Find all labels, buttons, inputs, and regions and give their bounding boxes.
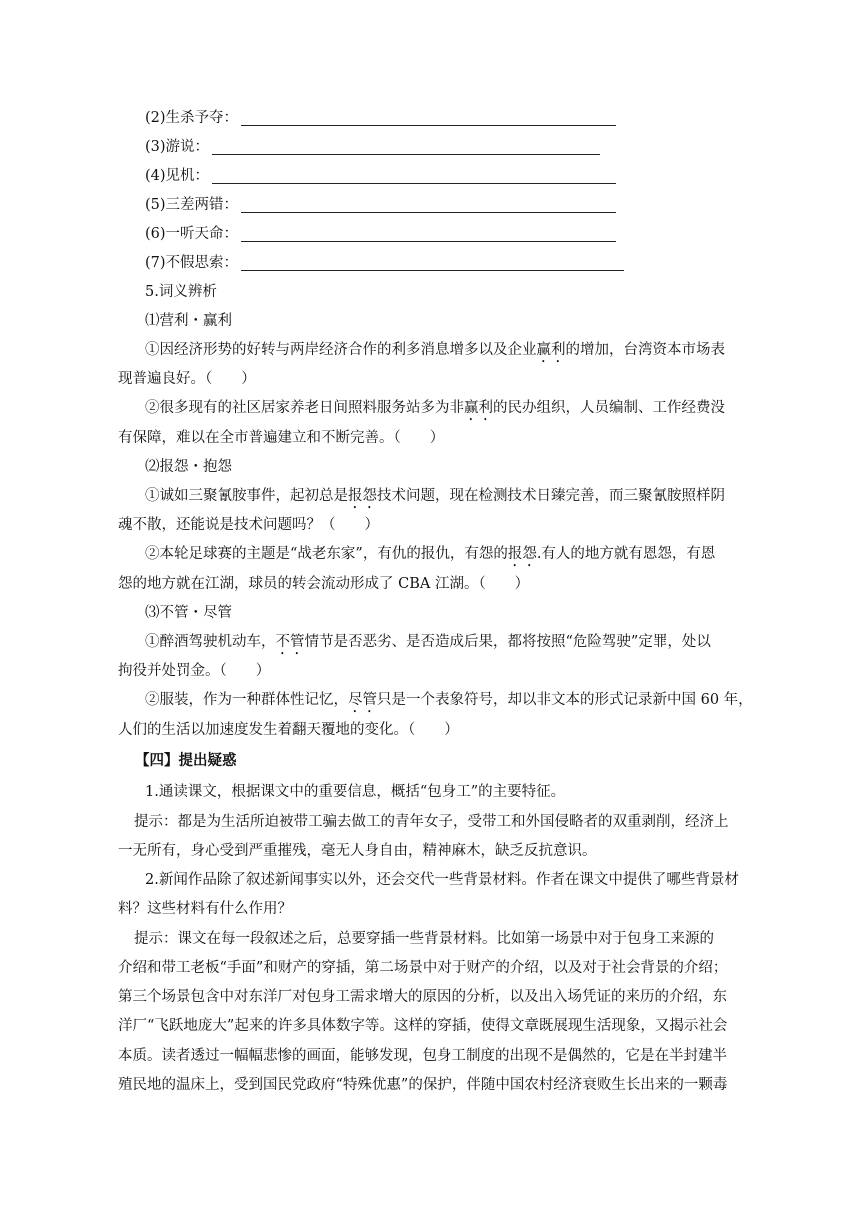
- definition-line: [145, 195, 238, 215]
- answer-hint-cont: 一无所有，身心受到严重摧残，毫无人身自由，精神麻木，缺乏反抗意识。: [118, 843, 597, 859]
- answer-blank[interactable]: [212, 154, 600, 155]
- definition-line: [145, 108, 238, 128]
- definition-label: (3)游说：: [145, 139, 210, 155]
- exercise-sentence-cont: 拘役并处罚金。（ ）: [118, 663, 271, 679]
- exercise-sentence: ①因经济形势的好转与两岸经济合作的利多消息增多以及企业赢利的增加，台湾资本市场表: [145, 342, 725, 358]
- answer-hint-cont: 第三个场景包含中对东洋厂对包身工需求增大的原因的分析，以及出入场凭证的来历的介绍，东: [118, 989, 727, 1005]
- answer-hint-cont: 洋厂“飞跃地庞大”起来的许多具体数字等。这样的穿插，使得文章既展现生活现象，又揭示社会: [118, 1018, 728, 1034]
- subsection-title: ⑶不管・尽管: [145, 605, 232, 621]
- definition-label: (7)不假思索：: [145, 255, 239, 271]
- answer-blank[interactable]: [241, 241, 616, 242]
- answer-blank[interactable]: [212, 183, 616, 184]
- definition-label: (4)见机：: [145, 168, 210, 184]
- exercise-sentence: ②本轮足球赛的主题是“战老东家”，有仇的报仇，有怨的报怨.有人的地方就有恩怨，有恩: [145, 546, 716, 562]
- exercise-sentence-cont: 魂不散，还能说是技术问题吗？（ ）: [118, 517, 379, 533]
- section-heading: 【四】提出疑惑: [135, 752, 237, 769]
- question-cont: 料？这些材料有什么作用？: [118, 901, 292, 917]
- emphasized-word: 赢利: [464, 400, 493, 416]
- answer-hint-cont: 本质。读者透过一幅幅悲惨的画面，能够发现，包身工制度的出现不是偶然的，它是在半封建半: [118, 1048, 727, 1064]
- section-heading: 5.词义辨析: [145, 284, 217, 300]
- exercise-sentence-cont: 怨的地方就在江湖，球员的转会流动形成了 CBA 江湖。（ ）: [118, 576, 530, 592]
- exercise-sentence: ①诚如三聚氰胺事件，起初总是报怨技术问题，现在检测技术日臻完善，而三聚氰胺照样阴: [145, 488, 725, 504]
- answer-hint-cont: 殖民地的温床上，受到国民党政府“特殊优惠”的保护，伴随中国农村经济衰败生长出来的一颗毒: [118, 1077, 728, 1093]
- definition-label: (5)三差两错：: [145, 197, 239, 213]
- answer-hint: 提示：都是为生活所迫被带工骗去做工的青年女子，受带工和外国侵略者的双重剥削，经济上: [134, 814, 729, 830]
- definition-line: [145, 166, 209, 186]
- question: 2.新闻作品除了叙述新闻事实以外，还会交代一些背景材料。作者在课文中提供了哪些背景材: [145, 872, 739, 888]
- emphasized-word: 报怨: [507, 546, 537, 562]
- exercise-sentence: ②服装，作为一种群体性记忆，尽管只是一个表象符号，却以非文本的形式记录新中国 60 年，: [145, 692, 753, 708]
- answer-blank[interactable]: [241, 270, 624, 271]
- answer-hint: 提示：课文在每一段叙述之后，总要穿插一些背景材料。比如第一场景中对于包身工来源的: [134, 931, 714, 947]
- answer-blank[interactable]: [241, 212, 616, 213]
- exercise-sentence-cont: 有保障，难以在全市普遍建立和不断完善。（ ）: [118, 430, 445, 446]
- answer-blank[interactable]: [241, 125, 616, 126]
- exercise-sentence-cont: 现普遍良好。（ ）: [118, 371, 256, 387]
- subsection-title: ⑴营利・赢利: [145, 313, 232, 329]
- emphasized-word: 不管: [275, 634, 305, 650]
- question: 1.通读课文，根据课文中的重要信息，概括“包身工”的主要特征。: [145, 784, 566, 800]
- exercise-sentence: ①醉酒驾驶机动车，不管情节是否恶劣、是否造成后果，都将按照“危险驾驶”定罪，处以: [145, 634, 711, 650]
- emphasized-word: 赢利: [536, 342, 566, 358]
- answer-hint-cont: 介绍和带工老板“手面”和财产的穿插，第二场景中对于财产的介绍，以及对于社会背景的介绍；: [118, 960, 728, 976]
- definition-line: [145, 224, 238, 244]
- exercise-sentence: ②很多现有的社区居家养老日间照料服务站多为非赢利的民办组织，人员编制、工作经费没: [145, 400, 725, 416]
- definition-label: (2)生杀予夺：: [145, 110, 239, 126]
- exercise-sentence-cont: 人们的生活以加速度发生着翻天覆地的变化。（ ）: [118, 722, 459, 738]
- subsection-title: ⑵报怨・抱怨: [145, 459, 232, 475]
- emphasized-word: 报怨: [348, 488, 377, 504]
- definition-line: [145, 137, 209, 157]
- definition-label: (6)一听天命：: [145, 226, 239, 242]
- emphasized-word: 尽管: [348, 692, 377, 708]
- definition-line: [145, 253, 238, 273]
